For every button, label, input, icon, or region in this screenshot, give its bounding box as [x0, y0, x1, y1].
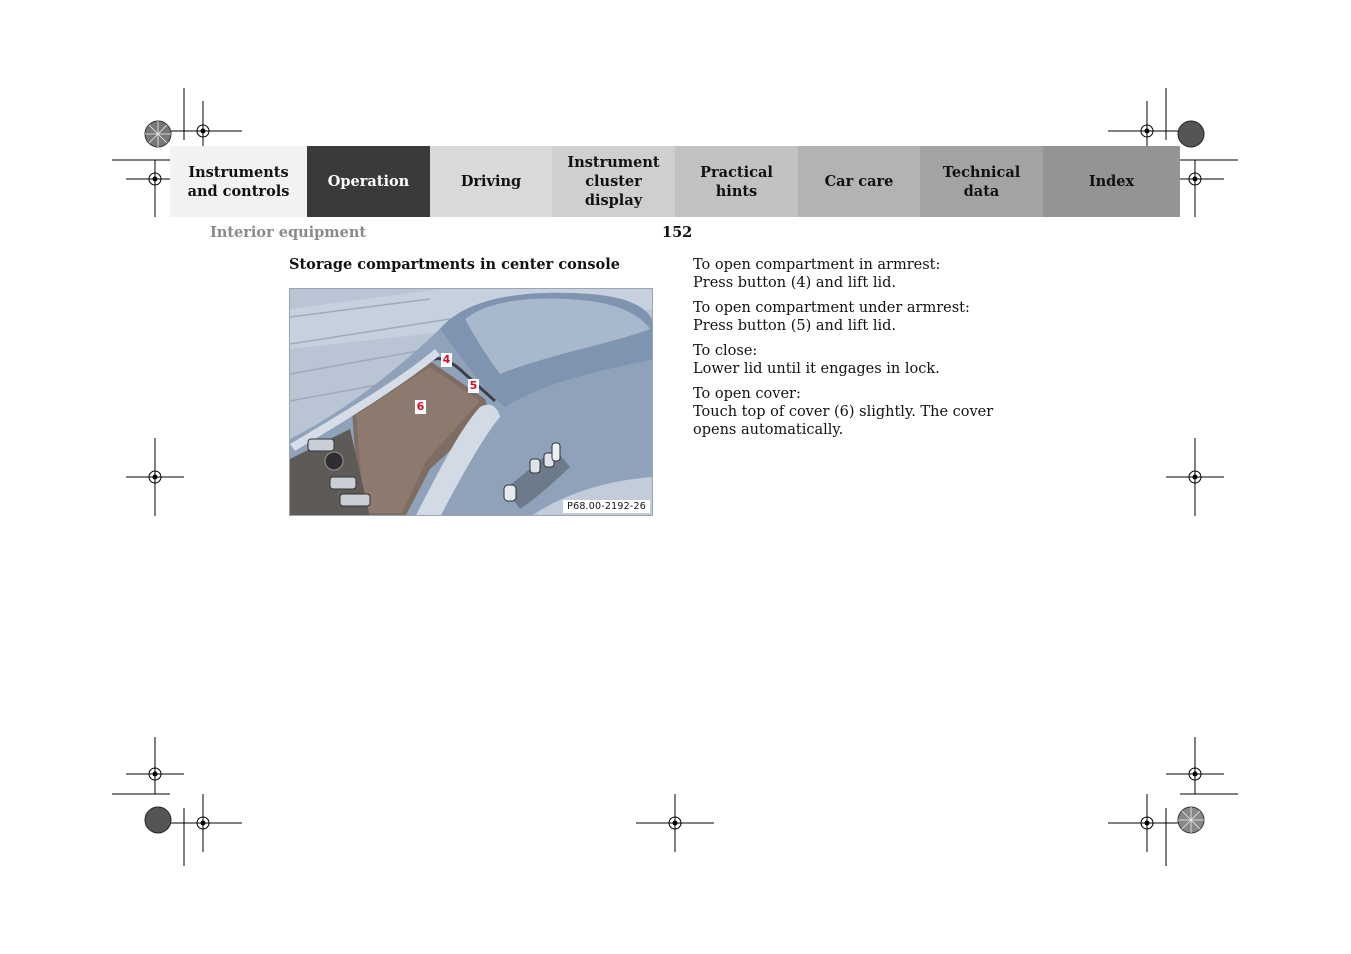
- instruction-text: Touch top of cover (6) slightly. The cover opens automatically.: [693, 404, 994, 438]
- tab-car-care[interactable]: [798, 146, 920, 217]
- console-drawing: [290, 289, 653, 516]
- instruction-title: To open compartment under armrest:: [693, 300, 970, 316]
- instruction-text: Press button (5) and lift lid.: [693, 318, 896, 334]
- tab-label: Technical data: [942, 163, 1021, 200]
- instruction-open-under-armrest: [693, 299, 1033, 335]
- instruction-title: To open compartment in armrest:: [693, 257, 941, 273]
- callout-4: 4: [442, 353, 451, 366]
- tab-driving[interactable]: [430, 146, 552, 217]
- instruction-open-cover: [693, 385, 1033, 439]
- tab-instrument-cluster-display[interactable]: [552, 146, 675, 217]
- figure-code: P68.00-2192-26: [563, 500, 650, 513]
- callout-5: 5: [469, 379, 478, 392]
- tab-label: Driving: [460, 173, 522, 190]
- tab-index[interactable]: [1043, 146, 1180, 217]
- tab-label: Instrument cluster display: [567, 154, 660, 209]
- tab-practical-hints[interactable]: [675, 146, 798, 217]
- content-heading: Storage compartments in center console: [289, 256, 620, 273]
- instruction-title: To close:: [693, 343, 758, 359]
- section-title: Interior equipment: [210, 224, 367, 241]
- tab-label: Car care: [824, 173, 894, 190]
- instruction-title: To open cover:: [693, 386, 801, 402]
- tab-label: Instruments and controls: [187, 163, 290, 200]
- instruction-close: [693, 342, 1033, 378]
- tab-label: Operation: [327, 173, 410, 190]
- tab-operation[interactable]: [307, 146, 430, 217]
- tab-instruments-and-controls[interactable]: [170, 146, 307, 217]
- section-tab-bar: [170, 146, 1180, 217]
- tab-label: Practical hints: [700, 163, 773, 200]
- center-console-illustration: [289, 288, 653, 516]
- page-number: 152: [662, 224, 693, 241]
- instruction-text: Press button (4) and lift lid.: [693, 275, 896, 291]
- tab-label: Index: [1088, 173, 1135, 190]
- instruction-text: Lower lid until it engages in lock.: [693, 361, 940, 377]
- tab-technical-data[interactable]: [920, 146, 1043, 217]
- instructions: [693, 256, 1033, 446]
- callout-6: 6: [416, 400, 425, 413]
- instruction-open-armrest: [693, 256, 1033, 292]
